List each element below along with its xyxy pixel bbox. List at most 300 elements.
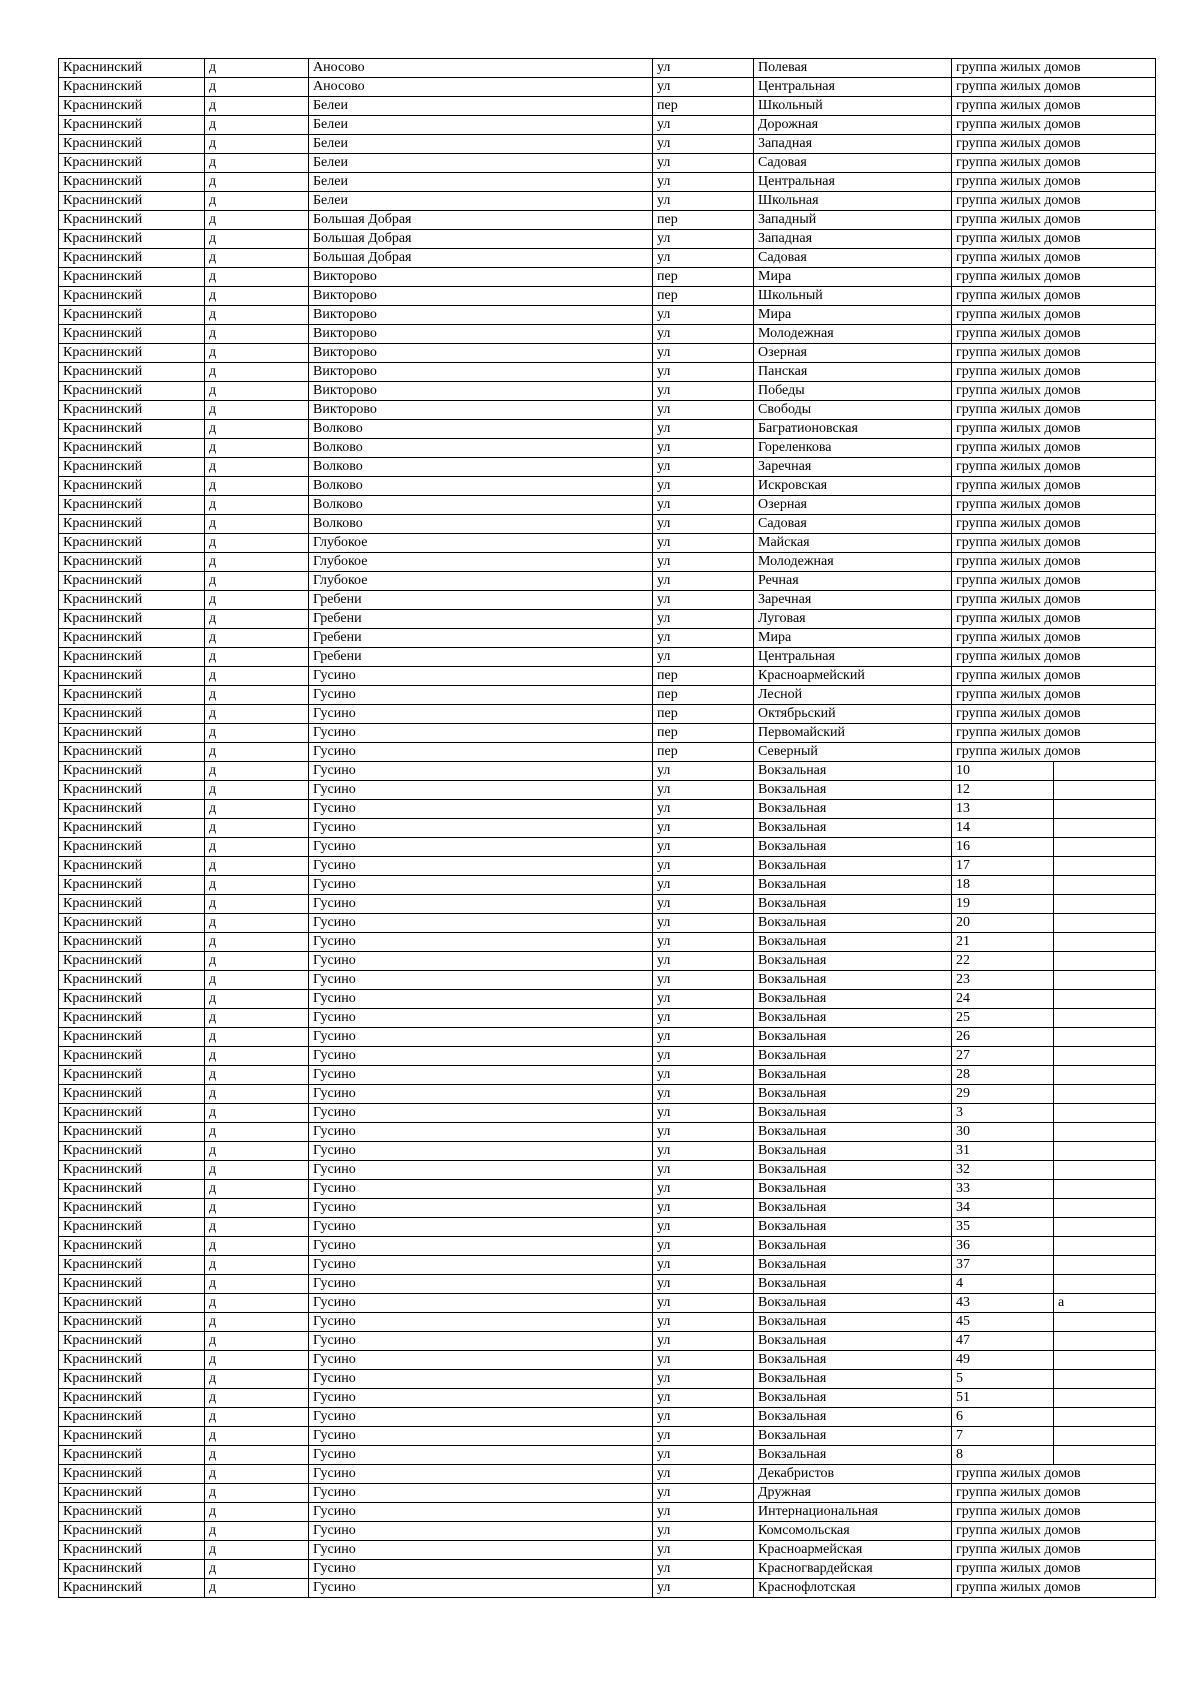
street-type-cell: ул — [653, 515, 754, 534]
street-type-cell: ул — [653, 116, 754, 135]
street-name-cell: Свободы — [754, 401, 952, 420]
street-name-cell: Победы — [754, 382, 952, 401]
district-cell: Краснинский — [59, 1503, 205, 1522]
district-cell: Краснинский — [59, 420, 205, 439]
settlement-name-cell: Волково — [309, 515, 653, 534]
district-cell: Краснинский — [59, 1389, 205, 1408]
settlement-name-cell: Гусино — [309, 1123, 653, 1142]
table-row — [59, 268, 1156, 287]
street-name-cell: Вокзальная — [754, 1408, 952, 1427]
district-cell: Краснинский — [59, 1237, 205, 1256]
street-name-cell: Вокзальная — [754, 1446, 952, 1465]
street-type-cell: пер — [653, 287, 754, 306]
house-cell: группа жилых домов — [952, 249, 1156, 268]
street-type-cell: ул — [653, 420, 754, 439]
settlement-name-cell: Гусино — [309, 1465, 653, 1484]
settlement-type-cell: д — [205, 1275, 309, 1294]
house-letter-cell — [1054, 1370, 1156, 1389]
house-cell: группа жилых домов — [952, 382, 1156, 401]
table-row — [59, 876, 1156, 895]
table-row — [59, 439, 1156, 458]
house-letter-cell — [1054, 857, 1156, 876]
table-row — [59, 1028, 1156, 1047]
district-cell: Краснинский — [59, 325, 205, 344]
house-cell: группа жилых домов — [952, 154, 1156, 173]
street-type-cell: ул — [653, 1123, 754, 1142]
table-row — [59, 1389, 1156, 1408]
settlement-name-cell: Гусино — [309, 1028, 653, 1047]
settlement-type-cell: д — [205, 800, 309, 819]
settlement-name-cell: Гусино — [309, 1484, 653, 1503]
house-cell: 51 — [952, 1389, 1054, 1408]
street-name-cell: Комсомольская — [754, 1522, 952, 1541]
street-type-cell: ул — [653, 496, 754, 515]
table-row — [59, 914, 1156, 933]
district-cell: Краснинский — [59, 287, 205, 306]
street-name-cell: Вокзальная — [754, 800, 952, 819]
table-row — [59, 1465, 1156, 1484]
street-name-cell: Школьная — [754, 192, 952, 211]
street-type-cell: ул — [653, 857, 754, 876]
street-name-cell: Озерная — [754, 344, 952, 363]
street-name-cell: Мира — [754, 306, 952, 325]
house-cell: группа жилых домов — [952, 1503, 1156, 1522]
settlement-type-cell: д — [205, 1161, 309, 1180]
street-name-cell: Центральная — [754, 78, 952, 97]
settlement-type-cell: д — [205, 97, 309, 116]
house-cell: 36 — [952, 1237, 1054, 1256]
street-type-cell: ул — [653, 1028, 754, 1047]
house-letter-cell: а — [1054, 1294, 1156, 1313]
district-cell: Краснинский — [59, 1484, 205, 1503]
street-type-cell: ул — [653, 173, 754, 192]
district-cell: Краснинский — [59, 705, 205, 724]
house-letter-cell — [1054, 933, 1156, 952]
street-name-cell: Садовая — [754, 249, 952, 268]
street-name-cell: Вокзальная — [754, 971, 952, 990]
house-cell: группа жилых домов — [952, 439, 1156, 458]
settlement-name-cell: Гусино — [309, 667, 653, 686]
table-row — [59, 496, 1156, 515]
settlement-name-cell: Гусино — [309, 1104, 653, 1123]
house-cell: группа жилых домов — [952, 211, 1156, 230]
settlement-name-cell: Гусино — [309, 1541, 653, 1560]
settlement-type-cell: д — [205, 173, 309, 192]
table-row — [59, 1009, 1156, 1028]
settlement-type-cell: д — [205, 1085, 309, 1104]
street-name-cell: Речная — [754, 572, 952, 591]
street-name-cell: Садовая — [754, 154, 952, 173]
table-row — [59, 325, 1156, 344]
house-letter-cell — [1054, 762, 1156, 781]
table-row — [59, 1104, 1156, 1123]
table-row — [59, 591, 1156, 610]
house-letter-cell — [1054, 1256, 1156, 1275]
table-row — [59, 1142, 1156, 1161]
street-type-cell: ул — [653, 819, 754, 838]
house-letter-cell — [1054, 1313, 1156, 1332]
district-cell: Краснинский — [59, 952, 205, 971]
settlement-name-cell: Гусино — [309, 952, 653, 971]
house-cell: 30 — [952, 1123, 1054, 1142]
table-row — [59, 249, 1156, 268]
house-cell: группа жилых домов — [952, 230, 1156, 249]
street-type-cell: ул — [653, 1351, 754, 1370]
settlement-name-cell: Большая Добрая — [309, 211, 653, 230]
house-cell: группа жилых домов — [952, 135, 1156, 154]
district-cell: Краснинский — [59, 1047, 205, 1066]
street-name-cell: Вокзальная — [754, 1294, 952, 1313]
house-letter-cell — [1054, 990, 1156, 1009]
settlement-name-cell: Гребени — [309, 648, 653, 667]
district-cell: Краснинский — [59, 819, 205, 838]
district-cell: Краснинский — [59, 1465, 205, 1484]
street-type-cell: ул — [653, 572, 754, 591]
table-row — [59, 1541, 1156, 1560]
house-letter-cell — [1054, 1351, 1156, 1370]
settlement-name-cell: Гусино — [309, 1351, 653, 1370]
settlement-type-cell: д — [205, 192, 309, 211]
district-cell: Краснинский — [59, 971, 205, 990]
settlement-type-cell: д — [205, 268, 309, 287]
settlement-name-cell: Гусино — [309, 1579, 653, 1598]
district-cell: Краснинский — [59, 743, 205, 762]
street-name-cell: Луговая — [754, 610, 952, 629]
table-row — [59, 857, 1156, 876]
settlement-type-cell: д — [205, 116, 309, 135]
settlement-name-cell: Гусино — [309, 1446, 653, 1465]
district-cell: Краснинский — [59, 1370, 205, 1389]
house-cell: 21 — [952, 933, 1054, 952]
street-type-cell: ул — [653, 458, 754, 477]
table-row — [59, 1560, 1156, 1579]
settlement-type-cell: д — [205, 876, 309, 895]
table-row — [59, 1484, 1156, 1503]
street-type-cell: ул — [653, 1009, 754, 1028]
street-name-cell: Майская — [754, 534, 952, 553]
street-name-cell: Садовая — [754, 515, 952, 534]
house-cell: группа жилых домов — [952, 59, 1156, 78]
house-cell: группа жилых домов — [952, 1465, 1156, 1484]
street-type-cell: ул — [653, 838, 754, 857]
table-row — [59, 1351, 1156, 1370]
settlement-name-cell: Гусино — [309, 971, 653, 990]
table-row — [59, 1237, 1156, 1256]
settlement-name-cell: Гусино — [309, 705, 653, 724]
settlement-type-cell: д — [205, 344, 309, 363]
settlement-type-cell: д — [205, 667, 309, 686]
district-cell: Краснинский — [59, 572, 205, 591]
street-type-cell: ул — [653, 1522, 754, 1541]
street-name-cell: Красноармейская — [754, 1541, 952, 1560]
settlement-name-cell: Викторово — [309, 344, 653, 363]
settlement-type-cell: д — [205, 591, 309, 610]
settlement-type-cell: д — [205, 363, 309, 382]
street-type-cell: ул — [653, 1427, 754, 1446]
settlement-name-cell: Гусино — [309, 1142, 653, 1161]
street-name-cell: Западный — [754, 211, 952, 230]
settlement-type-cell: д — [205, 287, 309, 306]
table-row — [59, 344, 1156, 363]
table-row — [59, 1180, 1156, 1199]
district-cell: Краснинский — [59, 515, 205, 534]
street-name-cell: Вокзальная — [754, 1370, 952, 1389]
street-name-cell: Панская — [754, 363, 952, 382]
settlement-type-cell: д — [205, 1408, 309, 1427]
street-name-cell: Полевая — [754, 59, 952, 78]
settlement-name-cell: Викторово — [309, 401, 653, 420]
district-cell: Краснинский — [59, 249, 205, 268]
settlement-name-cell: Гусино — [309, 990, 653, 1009]
settlement-type-cell: д — [205, 401, 309, 420]
district-cell: Краснинский — [59, 1218, 205, 1237]
house-cell: 33 — [952, 1180, 1054, 1199]
table-row — [59, 135, 1156, 154]
street-type-cell: ул — [653, 439, 754, 458]
house-letter-cell — [1054, 838, 1156, 857]
settlement-type-cell: д — [205, 838, 309, 857]
district-cell: Краснинский — [59, 1256, 205, 1275]
house-cell: группа жилых домов — [952, 1541, 1156, 1560]
settlement-name-cell: Гусино — [309, 838, 653, 857]
street-name-cell: Вокзальная — [754, 990, 952, 1009]
street-name-cell: Лесной — [754, 686, 952, 705]
house-cell: 14 — [952, 819, 1054, 838]
house-cell: 24 — [952, 990, 1054, 1009]
district-cell: Краснинский — [59, 135, 205, 154]
settlement-name-cell: Гусино — [309, 857, 653, 876]
district-cell: Краснинский — [59, 648, 205, 667]
street-type-cell: ул — [653, 1484, 754, 1503]
house-letter-cell — [1054, 876, 1156, 895]
house-cell: 13 — [952, 800, 1054, 819]
district-cell: Краснинский — [59, 724, 205, 743]
house-cell: 18 — [952, 876, 1054, 895]
settlement-type-cell: д — [205, 610, 309, 629]
table-row — [59, 667, 1156, 686]
street-type-cell: ул — [653, 249, 754, 268]
house-letter-cell — [1054, 1028, 1156, 1047]
street-type-cell: ул — [653, 344, 754, 363]
house-cell: группа жилых домов — [952, 116, 1156, 135]
house-cell: 37 — [952, 1256, 1054, 1275]
table-row — [59, 192, 1156, 211]
street-name-cell: Заречная — [754, 458, 952, 477]
settlement-type-cell: д — [205, 762, 309, 781]
street-type-cell: ул — [653, 1104, 754, 1123]
settlement-name-cell: Глубокое — [309, 534, 653, 553]
table-row — [59, 1427, 1156, 1446]
house-cell: 27 — [952, 1047, 1054, 1066]
settlement-type-cell: д — [205, 1389, 309, 1408]
street-type-cell: ул — [653, 135, 754, 154]
street-type-cell: ул — [653, 325, 754, 344]
street-name-cell: Вокзальная — [754, 952, 952, 971]
settlement-type-cell: д — [205, 382, 309, 401]
settlement-name-cell: Гусино — [309, 1047, 653, 1066]
street-type-cell: ул — [653, 1142, 754, 1161]
house-cell: группа жилых домов — [952, 1579, 1156, 1598]
street-name-cell: Гореленкова — [754, 439, 952, 458]
street-name-cell: Центральная — [754, 173, 952, 192]
house-cell: группа жилых домов — [952, 515, 1156, 534]
settlement-name-cell: Гусино — [309, 1085, 653, 1104]
table-row — [59, 211, 1156, 230]
district-cell: Краснинский — [59, 496, 205, 515]
table-row — [59, 401, 1156, 420]
settlement-name-cell: Белеи — [309, 97, 653, 116]
settlement-name-cell: Гусино — [309, 1256, 653, 1275]
district-cell: Краснинский — [59, 1522, 205, 1541]
table-row — [59, 534, 1156, 553]
district-cell: Краснинский — [59, 667, 205, 686]
settlement-type-cell: д — [205, 1180, 309, 1199]
table-row — [59, 781, 1156, 800]
table-row — [59, 952, 1156, 971]
settlement-name-cell: Викторово — [309, 306, 653, 325]
street-type-cell: ул — [653, 800, 754, 819]
street-type-cell: пер — [653, 743, 754, 762]
house-cell: 20 — [952, 914, 1054, 933]
street-type-cell: ул — [653, 59, 754, 78]
settlement-type-cell: д — [205, 1218, 309, 1237]
street-name-cell: Вокзальная — [754, 1275, 952, 1294]
house-cell: группа жилых домов — [952, 667, 1156, 686]
settlement-type-cell: д — [205, 743, 309, 762]
street-type-cell: ул — [653, 781, 754, 800]
street-name-cell: Вокзальная — [754, 1313, 952, 1332]
street-type-cell: ул — [653, 629, 754, 648]
street-name-cell: Вокзальная — [754, 1332, 952, 1351]
street-type-cell: ул — [653, 1541, 754, 1560]
house-letter-cell — [1054, 1123, 1156, 1142]
settlement-name-cell: Викторово — [309, 268, 653, 287]
table-row — [59, 648, 1156, 667]
street-type-cell: ул — [653, 401, 754, 420]
street-type-cell: ул — [653, 610, 754, 629]
table-row — [59, 1370, 1156, 1389]
house-cell: 6 — [952, 1408, 1054, 1427]
settlement-name-cell: Волково — [309, 420, 653, 439]
street-type-cell: ул — [653, 230, 754, 249]
district-cell: Краснинский — [59, 1579, 205, 1598]
table-row — [59, 1123, 1156, 1142]
table-row — [59, 1161, 1156, 1180]
district-cell: Краснинский — [59, 876, 205, 895]
street-type-cell: пер — [653, 268, 754, 287]
settlement-type-cell: д — [205, 154, 309, 173]
district-cell: Краснинский — [59, 268, 205, 287]
street-name-cell: Декабристов — [754, 1465, 952, 1484]
street-name-cell: Дружная — [754, 1484, 952, 1503]
district-cell: Краснинский — [59, 1142, 205, 1161]
district-cell: Краснинский — [59, 477, 205, 496]
house-letter-cell — [1054, 1446, 1156, 1465]
district-cell: Краснинский — [59, 344, 205, 363]
street-name-cell: Краснофлотская — [754, 1579, 952, 1598]
settlement-name-cell: Белеи — [309, 116, 653, 135]
street-type-cell: ул — [653, 1047, 754, 1066]
settlement-type-cell: д — [205, 629, 309, 648]
settlement-name-cell: Гусино — [309, 1408, 653, 1427]
table-row — [59, 477, 1156, 496]
house-cell: 32 — [952, 1161, 1054, 1180]
settlement-type-cell: д — [205, 1313, 309, 1332]
district-cell: Краснинский — [59, 1009, 205, 1028]
house-letter-cell — [1054, 1009, 1156, 1028]
table-row — [59, 743, 1156, 762]
street-name-cell: Заречная — [754, 591, 952, 610]
settlement-name-cell: Викторово — [309, 325, 653, 344]
district-cell: Краснинский — [59, 553, 205, 572]
settlement-type-cell: д — [205, 914, 309, 933]
house-cell: 45 — [952, 1313, 1054, 1332]
street-name-cell: Первомайский — [754, 724, 952, 743]
street-name-cell: Вокзальная — [754, 1142, 952, 1161]
settlement-type-cell: д — [205, 325, 309, 344]
house-cell: группа жилых домов — [952, 572, 1156, 591]
house-cell: группа жилых домов — [952, 705, 1156, 724]
table-row — [59, 458, 1156, 477]
table-row — [59, 154, 1156, 173]
table-row — [59, 1218, 1156, 1237]
street-name-cell: Вокзальная — [754, 876, 952, 895]
street-type-cell: ул — [653, 952, 754, 971]
house-cell: группа жилых домов — [952, 420, 1156, 439]
street-type-cell: ул — [653, 1408, 754, 1427]
street-name-cell: Вокзальная — [754, 1218, 952, 1237]
house-cell: группа жилых домов — [952, 496, 1156, 515]
house-cell: группа жилых домов — [952, 97, 1156, 116]
district-cell: Краснинский — [59, 97, 205, 116]
street-name-cell: Красноармейский — [754, 667, 952, 686]
street-type-cell: ул — [653, 1275, 754, 1294]
table-row — [59, 420, 1156, 439]
street-name-cell: Вокзальная — [754, 1351, 952, 1370]
table-row — [59, 990, 1156, 1009]
house-letter-cell — [1054, 1408, 1156, 1427]
district-cell: Краснинский — [59, 230, 205, 249]
settlement-type-cell: д — [205, 439, 309, 458]
settlement-type-cell: д — [205, 135, 309, 154]
house-cell: 26 — [952, 1028, 1054, 1047]
street-type-cell: ул — [653, 192, 754, 211]
table-row — [59, 800, 1156, 819]
street-name-cell: Мира — [754, 268, 952, 287]
street-name-cell: Багратионовская — [754, 420, 952, 439]
street-name-cell: Вокзальная — [754, 1237, 952, 1256]
street-name-cell: Вокзальная — [754, 914, 952, 933]
settlement-name-cell: Гусино — [309, 1009, 653, 1028]
settlement-type-cell: д — [205, 1332, 309, 1351]
table-row — [59, 1579, 1156, 1598]
settlement-name-cell: Гусино — [309, 743, 653, 762]
house-cell: группа жилых домов — [952, 287, 1156, 306]
district-cell: Краснинский — [59, 800, 205, 819]
settlement-type-cell: д — [205, 496, 309, 515]
settlement-name-cell: Гусино — [309, 914, 653, 933]
settlement-type-cell: д — [205, 1256, 309, 1275]
district-cell: Краснинский — [59, 990, 205, 1009]
house-letter-cell — [1054, 952, 1156, 971]
settlement-type-cell: д — [205, 515, 309, 534]
district-cell: Краснинский — [59, 363, 205, 382]
house-cell: группа жилых домов — [952, 629, 1156, 648]
district-cell: Краснинский — [59, 1066, 205, 1085]
house-cell: группа жилых домов — [952, 173, 1156, 192]
settlement-name-cell: Гусино — [309, 1313, 653, 1332]
settlement-name-cell: Гусино — [309, 1275, 653, 1294]
